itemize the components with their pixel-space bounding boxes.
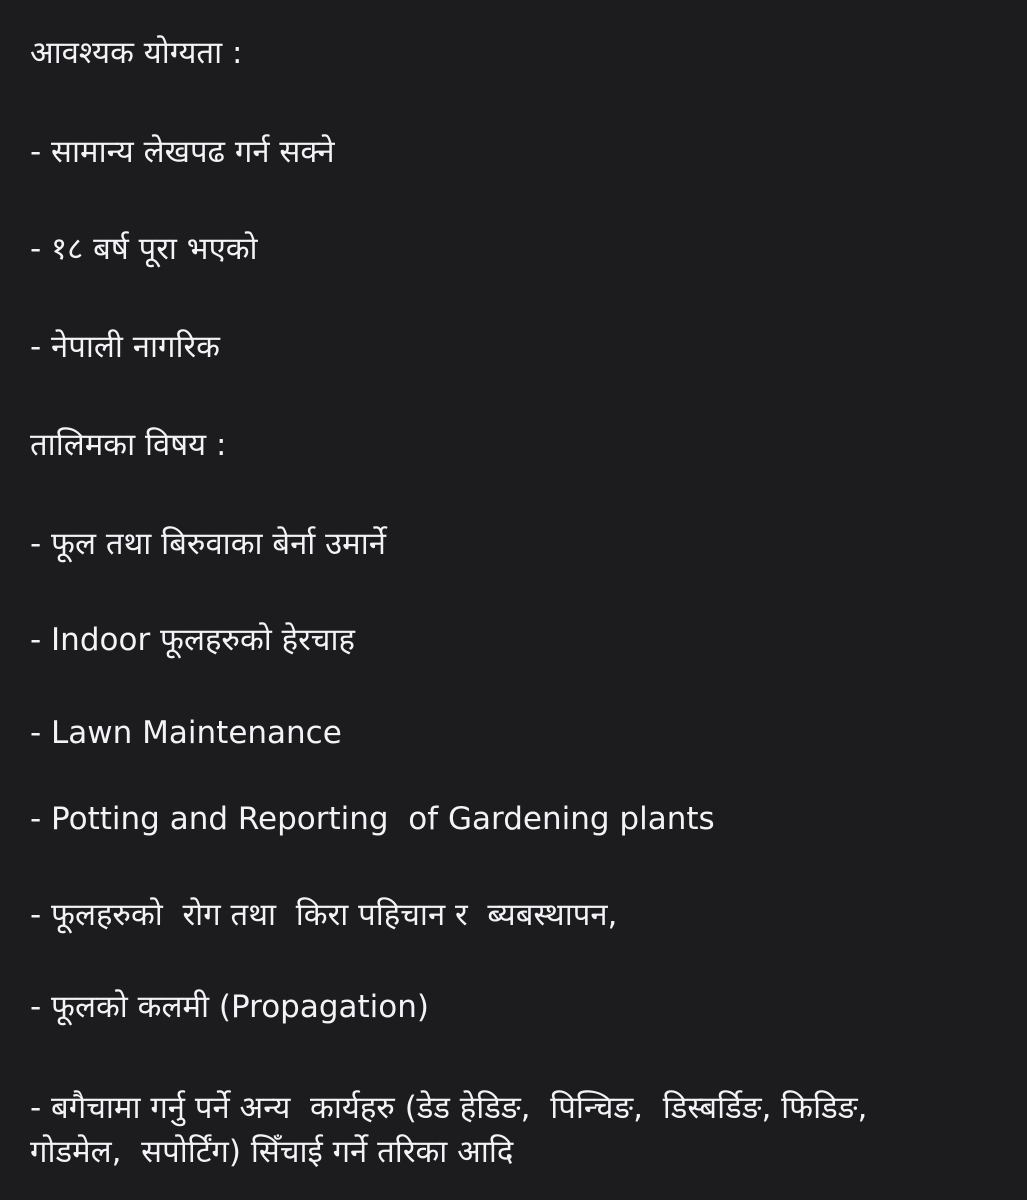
list-item: - फूल तथा बिरुवाका बेर्ना उमार्ने [30, 526, 386, 562]
list-item: - Potting and Reporting of Gardening plants [30, 801, 715, 837]
list-item: - बगैचामा गर्नु पर्ने अन्य कार्यहरु (डेड हेडिङ, पिन्चिङ, डिस्बर्डिङ, फिडिङ, गोडमेल, सपोर्टिंग) सिँचाई गर्ने तरिका आदि [30, 1090, 868, 1170]
list-item: - १८ बर्ष पूरा भएको [30, 231, 258, 267]
list-item: - फूलहरुको रोग तथा किरा पहिचान र ब्यबस्थापन, [30, 897, 618, 933]
section-heading-requirements: आवश्यक योग्यता : [30, 35, 243, 71]
list-item: - फूलको कलमी (Propagation) [30, 989, 429, 1025]
list-item: - नेपाली नागरिक [30, 329, 220, 365]
list-item: - Indoor फूलहरुको हेरचाह [30, 622, 355, 658]
section-heading-training-topics: तालिमका विषय : [30, 427, 227, 463]
list-item: - सामान्य लेखपढ गर्न सक्ने [30, 134, 335, 170]
note-body [30, 0, 1005, 1200]
list-item: - Lawn Maintenance [30, 715, 342, 751]
